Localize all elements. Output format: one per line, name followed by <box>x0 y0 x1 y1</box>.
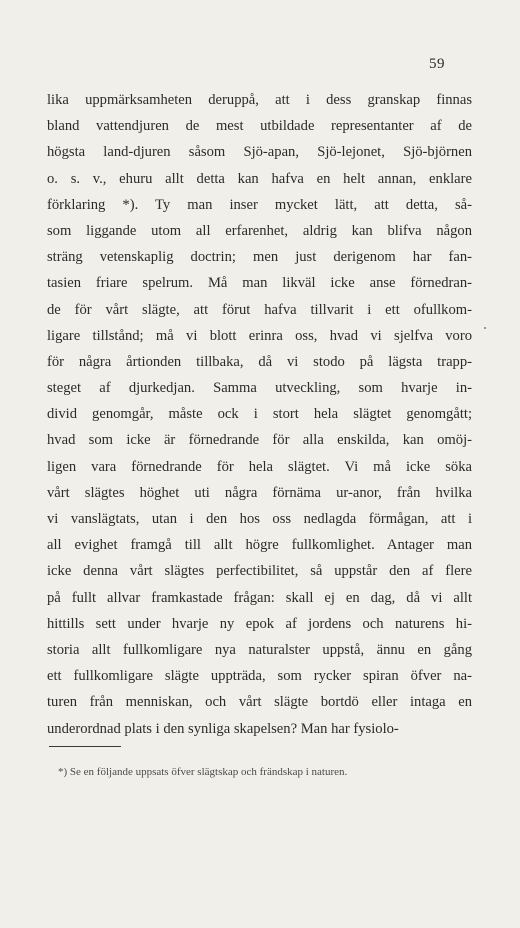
text-line: ligare tillstånd; må vi blott erinra oss, hvad vi sjelfva voro <box>47 327 472 344</box>
text-line: vårt slägtes höghet uti några förnäma ur-anor, från hvilka <box>47 484 472 501</box>
text-line: på fullt allvar framkastade frågan: skall ej en dag, då vi allt <box>47 589 472 606</box>
body-text <box>47 87 472 742</box>
text-line: underordnad plats i den synliga skapelsen? Man har fysiolo- <box>47 720 399 737</box>
text-line: icke denna vårt slägtes perfectibilitet, så uppstår den af flere <box>47 563 472 580</box>
ink-speck <box>484 327 486 329</box>
footnote-rule <box>49 746 121 747</box>
text-line: högsta land-djuren såsom Sjö-apan, Sjö-lejonet, Sjö-björnen <box>47 144 472 161</box>
text-line: sträng vetenskaplig doctrin; men just derigenom har fan- <box>47 249 472 266</box>
text-line: vi vanslägtats, utan i den hos oss nedlagda förmågan, att i <box>47 511 472 527</box>
page-number: 59 <box>429 56 445 72</box>
text-line: o. s. v., ehuru allt detta kan hafva en helt annan, enklare <box>47 170 472 187</box>
footnote: *) Se en följande uppsats öfver slägtskap och frändskap i naturen. <box>58 766 348 778</box>
text-line: divid genomgår, måste ock i stort hela slägtet genomgått; <box>47 406 472 423</box>
text-line: för några årtionden tillbaka, då vi stodo på lägsta trapp- <box>47 353 472 370</box>
text-line: hittills sett under hvarje ny epok af jordens och naturens hi- <box>47 615 472 632</box>
text-line: ligen vara förnedrande för hela slägtet. Vi må icke söka <box>47 458 472 475</box>
text-line: bland vattendjuren de mest utbildade representanter af de <box>47 118 472 135</box>
text-line: all evighet framgå till allt högre fullkomlighet. Antager man <box>47 537 472 554</box>
text-line: storia allt fullkomligare nya naturalster uppstå, ännu en gång <box>47 641 472 658</box>
text-line: tasien friare spelrum. Må man likväl icke anse förnedran- <box>47 275 472 292</box>
text-line: lika uppmärksamheten deruppå, att i dess granskap finnas <box>47 92 472 108</box>
text-line: hvad som icke är förnedrande för alla enskilda, kan omöj- <box>47 432 472 449</box>
text-line: som liggande utom all erfarenhet, aldrig kan blifva någon <box>47 222 472 239</box>
text-line: förklaring *). Ty man inser mycket lätt, att detta, så- <box>47 196 472 213</box>
text-line: ett fullkomligare slägte uppträda, som rycker spiran öfver na- <box>47 668 472 685</box>
text-line: de för vårt slägte, att förut hafva tillvarit i ett ofullkom- <box>47 301 472 318</box>
text-line: turen från menniskan, och vårt slägte bortdö eller intaga en <box>47 694 472 711</box>
text-line: steget af djurkedjan. Samma utveckling, som hvarje in- <box>47 380 472 397</box>
